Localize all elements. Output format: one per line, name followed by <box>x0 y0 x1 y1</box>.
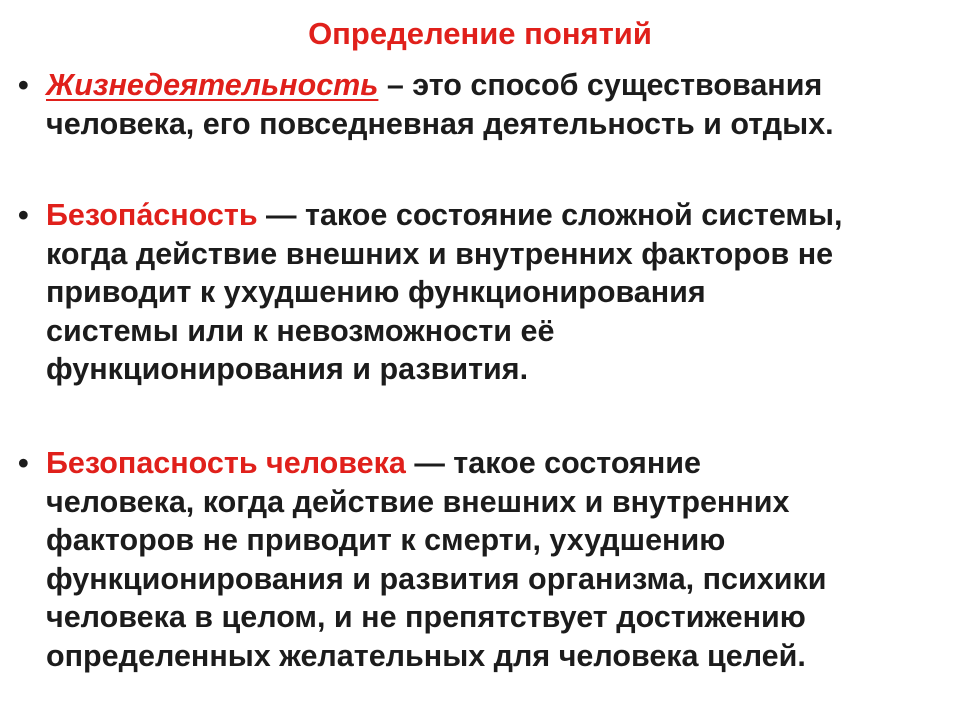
bullet-icon: • <box>18 198 29 232</box>
definition-body <box>46 444 948 675</box>
definition-item <box>18 66 948 143</box>
definition-line: когда действие внешних и внутренних факторов не <box>46 236 834 271</box>
definition-line <box>46 196 948 235</box>
definition-line: человека, когда действие внешних и внутренних <box>46 484 790 519</box>
slide-title: Определение понятий <box>308 16 652 51</box>
definition-line: системы или к невозможности её <box>46 313 555 348</box>
bullet-icon: • <box>18 68 29 102</box>
definition-line: функционирования и развития организма, психики <box>46 561 827 596</box>
definition-body <box>46 196 948 389</box>
definition-item <box>18 196 948 389</box>
definition-line: приводит к ухудшению функционирования <box>46 275 706 309</box>
definition-item <box>18 444 948 675</box>
definition-line: факторов не приводит к смерти, ухудшению <box>46 523 726 557</box>
definition-line <box>46 66 948 105</box>
definition-text: – это способ существования <box>378 68 823 102</box>
definition-body <box>46 66 948 143</box>
definition-text: — такое состояние <box>405 446 701 480</box>
definition-line: определенных желательных для человека целей. <box>46 638 806 673</box>
definition-line: функционирования и развития. <box>46 352 529 386</box>
definition-line <box>46 444 948 483</box>
definition-term: Безопа́сность <box>46 198 258 232</box>
definition-term: Жизнедеятельность <box>46 68 379 102</box>
definition-text: — такое состояние сложной системы, <box>257 198 843 232</box>
bullet-icon: • <box>18 446 29 480</box>
definition-term: Безопасность человека <box>46 446 406 480</box>
definition-line: человека в целом, и не препятствует достижению <box>46 600 806 634</box>
definition-line: человека, его повседневная деятельность и отдых. <box>46 106 834 141</box>
